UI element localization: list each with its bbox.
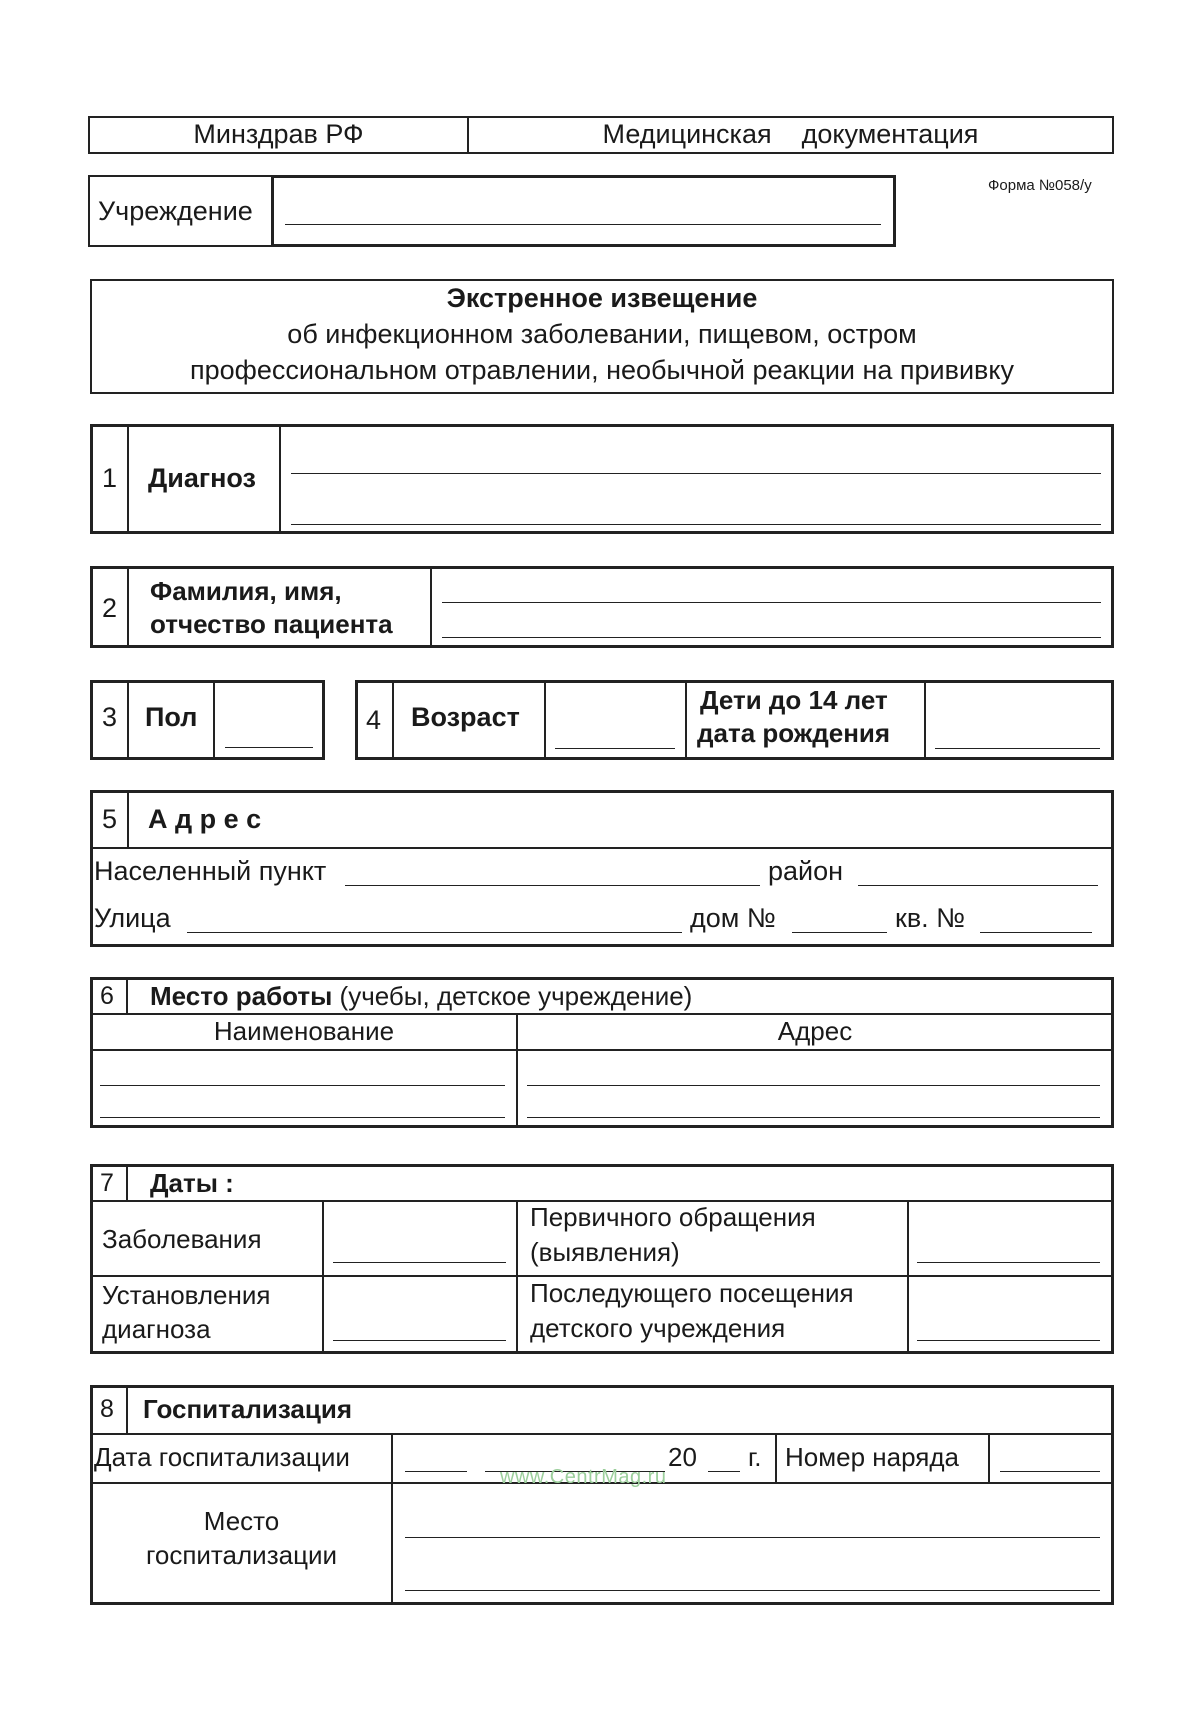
illness-date-field[interactable] [333,1262,506,1263]
section-7-number: 7 [100,1169,114,1197]
first-visit-label-2: (выявления) [530,1237,680,1267]
title-line1: Экстренное извещение [446,283,758,313]
doc-type-label: Медицинская документация [602,119,979,149]
section-8-num-div [126,1385,128,1433]
title-line2: об инфекционном заболевании, пищевом, остром [287,319,917,349]
section-7-line-2 [90,1275,1114,1277]
next-visit-label-1: Последующего посещения [530,1278,854,1308]
locality-field[interactable] [345,885,760,886]
patient-name-label-2: отчество пациента [150,609,393,639]
illness-date-label: Заболевания [102,1224,262,1254]
locality-label: Населенный пункт [94,856,327,886]
section-7-num-div [126,1164,128,1200]
section-8-div-3 [988,1433,990,1482]
section-7-div-1 [322,1200,324,1354]
sex-field[interactable] [225,747,313,748]
workplace-address-line-1[interactable] [527,1085,1100,1086]
section-8-div-2 [775,1433,777,1482]
workplace-name-line-1[interactable] [100,1085,505,1086]
hospitalization-year-field[interactable] [708,1471,740,1472]
workplace-label: Место работы [150,981,333,1011]
title-line3: профессиональном отравлении, необычной реакции на прививку [189,355,1015,385]
section-4-div2 [544,680,546,760]
age-field[interactable] [555,748,675,749]
workplace-name-line-2[interactable] [100,1117,505,1118]
house-label: дом № [690,903,776,933]
section-8-div-1 [391,1433,393,1605]
section-8-number: 8 [100,1395,114,1423]
year-prefix: 20 [668,1442,697,1472]
diagnosis-label: Диагноз [148,463,256,493]
house-field[interactable] [792,932,887,933]
hospitalization-date-label: Дата госпитализации [94,1442,350,1472]
section-4-number: 4 [366,705,382,735]
section-6-line-1 [90,1013,1114,1015]
diagnosis-line-1[interactable] [291,473,1101,474]
workplace-address-header: Адрес [777,1016,853,1046]
age-label: Возраст [411,702,520,732]
sex-label: Пол [145,702,198,732]
patient-name-line-2[interactable] [442,637,1101,638]
dates-label: Даты : [150,1168,234,1198]
section-5-number: 5 [102,804,118,834]
section-6-number: 6 [100,982,114,1010]
section-7-div-2 [516,1200,518,1354]
year-suffix: г. [748,1442,762,1472]
diagnosis-date-label-2: диагноза [102,1314,211,1344]
section-4-div4 [924,680,926,760]
section-8-line-1 [90,1433,1114,1435]
hospitalization-place-line-2[interactable] [405,1590,1100,1591]
institution-label: Учреждение [98,196,253,226]
patient-name-line-1[interactable] [442,602,1101,603]
workplace-note: (учебы, детское учреждение) [339,981,693,1011]
workplace-name-header: Наименование [213,1016,395,1046]
order-number-field[interactable] [1000,1471,1100,1472]
children-label-1: Дети до 14 лет [700,685,888,715]
section-5-num-div [127,790,129,847]
section-3-number: 3 [102,702,118,732]
section-2-div2 [430,566,432,648]
order-number-label: Номер наряда [785,1442,959,1472]
section-6-num-div [126,977,128,1013]
patient-name-label-1: Фамилия, имя, [150,576,342,606]
hospitalization-place-label-2: госпитализации [145,1540,338,1570]
ministry-label: Минздрав РФ [193,119,364,149]
section-4-div3 [685,680,687,760]
section-4-div1 [392,680,394,760]
next-visit-label-2: детского учреждения [530,1313,786,1343]
children-label-2: дата рождения [697,718,891,748]
section-3-box [90,680,325,760]
first-visit-date-field[interactable] [917,1262,1100,1263]
first-visit-label-1: Первичного обращения [530,1202,816,1232]
hospitalization-day-field[interactable] [405,1471,467,1472]
hospitalization-place-line-1[interactable] [405,1537,1100,1538]
district-label: район [768,856,844,886]
institution-field[interactable] [271,175,896,247]
hospitalization-label: Госпитализация [143,1394,353,1424]
workplace-label-line [150,981,692,1012]
address-label: А д р е с [148,804,262,834]
street-label: Улица [94,903,171,933]
section-1-div1 [127,424,129,534]
section-2-div1 [127,566,129,648]
watermark: www.CentrMag.ru [500,1466,667,1488]
section-5-header-line [90,847,1114,849]
section-2-number: 2 [102,593,118,623]
apartment-field[interactable] [980,932,1092,933]
section-1-number: 1 [102,463,118,493]
next-visit-date-field[interactable] [917,1340,1100,1341]
birth-date-field[interactable] [935,748,1100,749]
section-7-div-3 [907,1200,909,1354]
section-1-div2 [279,424,281,534]
section-3-div1 [127,680,129,760]
section-6-line-2 [90,1049,1114,1051]
street-field[interactable] [187,932,682,933]
diagnosis-line-2[interactable] [291,524,1101,525]
district-field[interactable] [858,885,1098,886]
apartment-label: кв. № [895,903,966,933]
workplace-address-line-2[interactable] [527,1117,1100,1118]
institution-underline [285,224,881,225]
section-3-div2 [213,680,215,760]
hospitalization-place-label-1: Место [203,1506,280,1536]
form-number: Форма №058/у [988,177,1092,194]
diagnosis-date-label-1: Установления [102,1280,271,1310]
diagnosis-date-field[interactable] [333,1340,506,1341]
